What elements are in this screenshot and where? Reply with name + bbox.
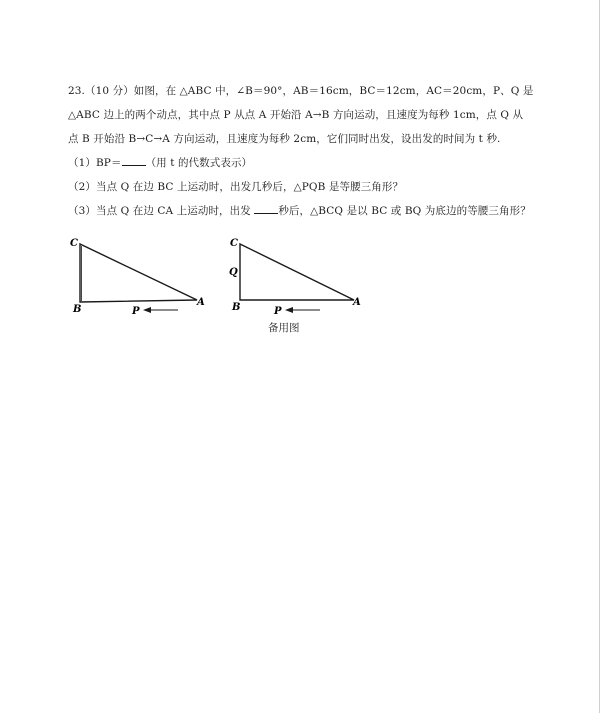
vertex-b-label-1: B bbox=[73, 304, 82, 315]
problem-line-1: 23.（10 分）如图，在 △ABC 中，∠B＝90°，AB＝16cm，BC＝12cm，AC＝20cm，P、Q 是 bbox=[68, 85, 534, 97]
triangle-abc-2 bbox=[240, 244, 354, 300]
answer-blank-3 bbox=[254, 202, 278, 214]
vertex-a-label-2: A bbox=[353, 297, 361, 308]
question-2: （2）当点 Q 在边 BC 上运动时，出发几秒后，△PQB 是等腰三角形？ bbox=[68, 181, 404, 193]
arrow-head-1 bbox=[143, 307, 151, 313]
spare-figure-caption: 备用图 bbox=[268, 322, 300, 334]
point-p-label-2: P bbox=[274, 306, 282, 317]
vertex-c-label-2: C bbox=[230, 238, 238, 249]
question-1 bbox=[68, 151, 548, 175]
vertex-a-label-1: A bbox=[197, 297, 205, 308]
question-3-suffix: 秒后，△BCQ 是以 BC 或 BQ 为底边的等腰三角形？ bbox=[278, 205, 531, 217]
problem-line-2: △ABC 边上的两个动点，其中点 P 从点 A 开始沿 A→B 方向运动，且速度为每秒 1cm，点 Q 从 bbox=[68, 109, 524, 121]
triangle-figure-2 bbox=[229, 238, 361, 317]
question-1-suffix: （用 t 的代数式表示） bbox=[145, 157, 253, 169]
answer-blank-1 bbox=[122, 154, 146, 166]
point-p-label-1: P bbox=[132, 306, 140, 317]
point-q-label-2: Q bbox=[229, 267, 238, 278]
problem-line-3: 点 B 开始沿 B→C→A 方向运动，且速度为每秒 2cm，它们同时出发，设出发的时间为 t 秒. bbox=[68, 133, 501, 145]
triangle-figures bbox=[66, 232, 366, 342]
problem-text bbox=[68, 79, 548, 223]
diagrams bbox=[66, 232, 366, 342]
vertex-b-label-2: B bbox=[232, 302, 241, 313]
question-3-prefix: （3）当点 Q 在边 CA 上运动时，出发 bbox=[68, 205, 251, 217]
arrow-head-2 bbox=[285, 307, 293, 313]
question-3 bbox=[68, 199, 548, 223]
vertex-c-label-1: C bbox=[70, 238, 78, 249]
question-1-prefix: （1）BP＝ bbox=[68, 157, 122, 169]
triangle-figure-1 bbox=[70, 238, 205, 317]
triangle-abc-1 bbox=[80, 244, 197, 302]
